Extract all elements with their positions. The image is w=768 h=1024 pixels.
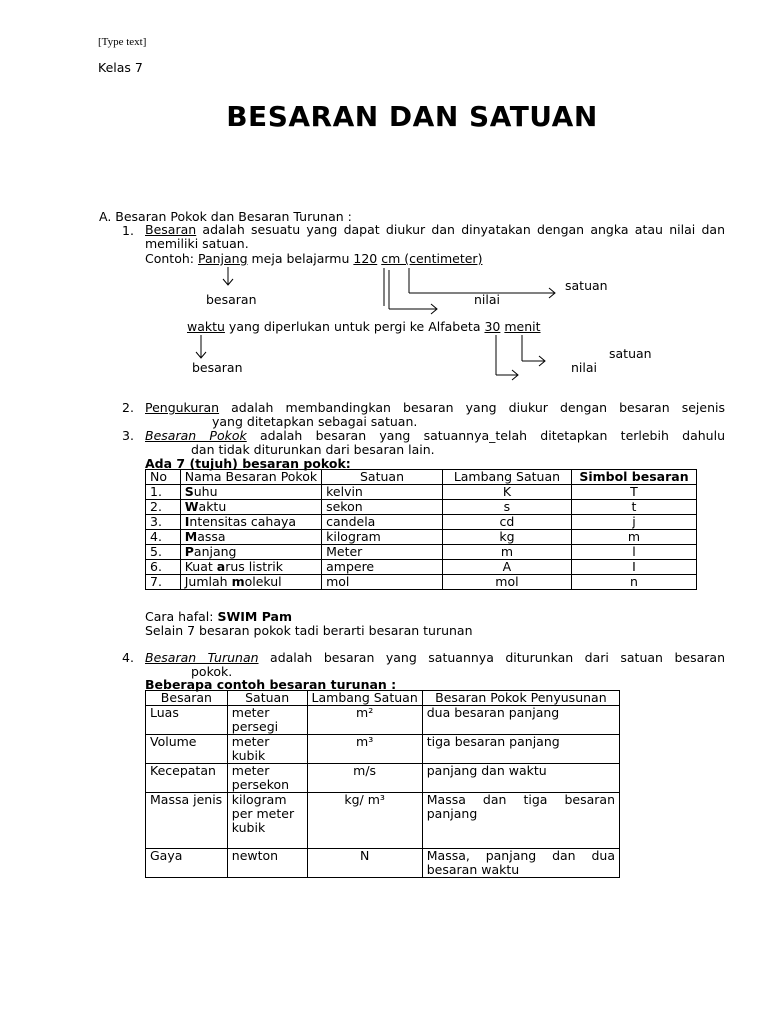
col-header-lambang: Lambang Satuan	[442, 470, 571, 485]
item-3-definition: Besaran Pokok adalah besaran yang satuannya_telah ditetapkan terlebih dahulu	[145, 428, 725, 443]
item-2-number: 2.	[122, 400, 134, 415]
table-row: 6. Kuat arus listrik ampere A I	[146, 560, 697, 575]
note-besaran-turunan: Selain 7 besaran pokok tadi berarti besaran turunan	[145, 623, 473, 638]
table-row: Volume meter kubik m³ tiga besaran panjang	[146, 735, 620, 764]
table-row: 5. Panjang Meter m l	[146, 545, 697, 560]
label-satuan-1: satuan	[565, 278, 608, 293]
col-header-satuan: Satuan	[322, 470, 443, 485]
item-4-definition: Besaran Turunan adalah besaran yang satuannya diturunkan dari satuan besaran	[145, 650, 725, 665]
table-row: Gaya newton N Massa, panjang dan dua besaran waktu	[146, 849, 620, 878]
page-title: BESARAN DAN SATUAN	[226, 100, 598, 133]
table-2-header-row	[146, 691, 620, 706]
item-1-number: 1.	[122, 223, 134, 238]
arrow-down-besaran-1	[223, 267, 233, 285]
header-placeholder: [Type text]	[98, 36, 147, 48]
col-header-besaran: Besaran	[146, 691, 228, 706]
item-1-example: Contoh: Panjang meja belajarmu 120 cm (centimeter)	[145, 251, 483, 266]
label-besaran-1: besaran	[206, 292, 257, 307]
label-besaran-2: besaran	[192, 360, 243, 375]
table-row: 1. Suhu kelvin K T	[146, 485, 697, 500]
table-row: 3. Intensitas cahaya candela cd j	[146, 515, 697, 530]
table-row: Massa jenis kilogram per meter kubik kg/ m³ Massa dan tiga besaran panjang	[146, 793, 620, 849]
arrow-down-besaran-2	[196, 335, 206, 358]
table-row: Luas meter persegi m² dua besaran panjang	[146, 706, 620, 735]
arrow-right-satuan-2	[522, 335, 545, 366]
col-header-no: No	[146, 470, 181, 485]
table-row: 4. Massa kilogram kg m	[146, 530, 697, 545]
arrow-right-nilai-2	[496, 335, 518, 380]
table-1-title: Ada 7 (tujuh) besaran pokok:	[145, 456, 351, 471]
item-3-definition-cont: dan tidak diturunkan dari besaran lain.	[191, 442, 435, 457]
mnemonic: Cara hafal: SWIM Pam	[145, 609, 292, 624]
col-header-simbol: Simbol besaran	[571, 470, 696, 485]
table-row: 7. Jumlah molekul mol mol n	[146, 575, 697, 590]
item-4-definition-cont: pokok.	[191, 664, 233, 679]
label-nilai-1: nilai	[474, 292, 501, 307]
class-label: Kelas 7	[98, 60, 143, 75]
section-a-heading: A. Besaran Pokok dan Besaran Turunan :	[99, 209, 352, 224]
item-1-example-2: waktu yang diperlukan untuk pergi ke Alfabeta 30 menit	[187, 319, 541, 334]
col-header-satuan: Satuan	[227, 691, 307, 706]
arrow-right-nilai-1	[384, 268, 437, 314]
item-3-number: 3.	[122, 428, 134, 443]
item-2-definition-cont: yang ditetapkan sebagai satuan.	[212, 414, 418, 429]
besaran-turunan-table	[145, 690, 620, 878]
item-4-number: 4.	[122, 650, 134, 665]
table-2-title: Beberapa contoh besaran turunan :	[145, 677, 397, 692]
table-row: Kecepatan meter persekon m/s panjang dan waktu	[146, 764, 620, 793]
table-row: 2. Waktu sekon s t	[146, 500, 697, 515]
label-nilai-2: nilai	[571, 360, 598, 375]
col-header-penyusun: Besaran Pokok Penyusunan	[422, 691, 619, 706]
item-2-definition: Pengukuran adalah membandingkan besaran yang diukur dengan besaran sejenis	[145, 400, 725, 415]
table-1-header-row	[146, 470, 697, 485]
item-1-definition: Besaran adalah sesuatu yang dapat diukur dan dinyatakan dengan angka atau nilai dan memiliki satuan.	[145, 222, 725, 251]
besaran-pokok-table	[145, 469, 697, 590]
arrow-right-satuan-1	[409, 268, 555, 298]
label-satuan-2: satuan	[609, 346, 652, 361]
col-header-lambang: Lambang Satuan	[307, 691, 422, 706]
col-header-nama: Nama Besaran Pokok	[180, 470, 321, 485]
